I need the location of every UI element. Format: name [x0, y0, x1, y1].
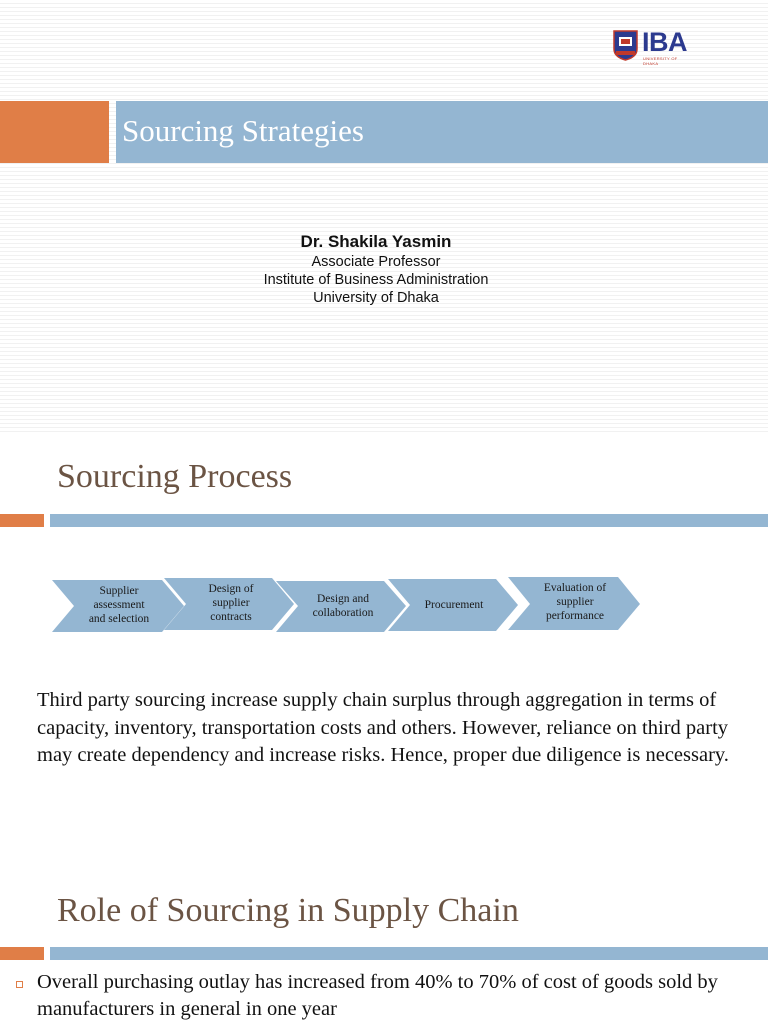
title-accent-block	[0, 101, 109, 163]
section-title-role: Role of Sourcing in Supply Chain	[57, 892, 519, 929]
bullet-icon	[16, 981, 23, 988]
slide-title-text: Sourcing Strategies	[122, 113, 364, 148]
section-title: Sourcing Process	[57, 458, 293, 495]
author-university: University of Dhaka	[313, 290, 439, 306]
author-position: Associate Professor	[311, 254, 441, 270]
slide-title	[0, 0, 768, 432]
body-paragraph: Third party sourcing increase supply chain surplus through aggregation in terms of capacity, inventory, transportation costs and others. However, reliance on third party may create dependency and increase risks. Hence, proper due diligence is necessary.	[37, 689, 729, 766]
step-label-5: Evaluation of supplier performance	[543, 582, 607, 622]
slide-role-of-sourcing	[0, 864, 768, 1024]
divider-orange	[0, 514, 44, 527]
slide-sourcing-process	[0, 432, 768, 832]
logo-text: IBA	[642, 27, 687, 57]
step-label-3: Design and collaboration	[312, 593, 374, 619]
step-label-1: Supplier assessment and selection	[88, 585, 150, 625]
author-institute: Institute of Business Administration	[263, 272, 489, 288]
step-label-4: Procurement	[424, 599, 484, 611]
author-name: Dr. Shakila Yasmin	[300, 232, 452, 251]
step-label-2: Design of supplier contracts	[208, 583, 254, 623]
divider-blue-2	[50, 947, 768, 960]
divider-orange-2	[0, 947, 44, 960]
logo-subtext: UNIVERSITY OF DHAKA	[643, 56, 678, 66]
university-crest-icon	[612, 29, 639, 61]
bullet-text: Overall purchasing outlay has increased from 40% to 70% of cost of goods sold by manufacturers in general in one year	[37, 971, 718, 1020]
divider-blue	[50, 514, 768, 527]
process-flow	[52, 577, 642, 633]
iba-logo	[612, 27, 694, 66]
